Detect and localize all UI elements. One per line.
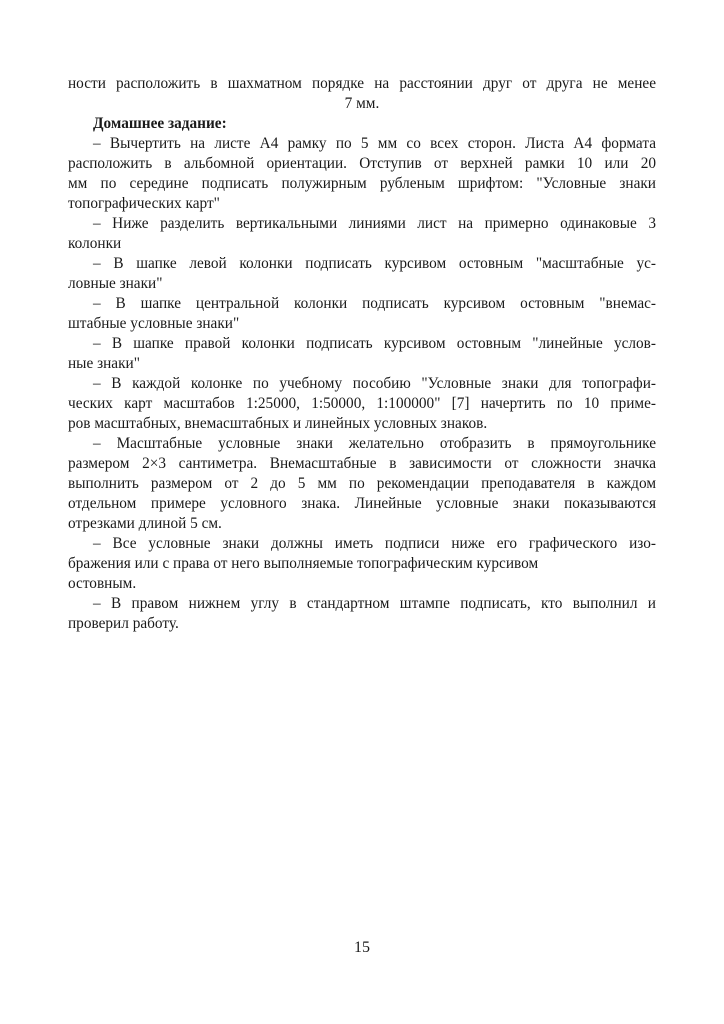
text-line: – В шапке правой колонки подписать курсивом остовным "линейные услов- xyxy=(93,335,656,352)
text-line: топографических карт" xyxy=(68,195,220,212)
text-line: ные знаки" xyxy=(68,355,140,372)
text-line: расположить в альбомной ориентации. Отступив от верхней рамки 10 или 20 xyxy=(68,155,656,172)
text-line: проверил работу. xyxy=(68,615,179,632)
text-line: ров масштабных, внемасштабных и линейных условных знаков. xyxy=(68,415,488,432)
text-line: – Ниже разделить вертикальными линиями лист на примерно одинаковые 3 xyxy=(93,215,656,232)
text-line: остовным. xyxy=(68,575,137,592)
text-line: отдельном примере условного знака. Линейные условные знаки показываются xyxy=(68,495,656,512)
text-line: – Все условные знаки должны иметь подписи ниже его графического изо- xyxy=(93,535,656,552)
text-line: мм по середине подписать полужирным рубленым шрифтом: "Условные знаки xyxy=(68,175,656,192)
text-line: ловные знаки" xyxy=(68,275,163,292)
document-body xyxy=(68,74,656,634)
text-line: бражения или с права от него выполняемые топографическим курсивом xyxy=(68,555,539,572)
text-line: штабные условные знаки" xyxy=(68,315,240,332)
text-line: – В правом нижнем углу в стандартном штампе подписать, кто выполнил и xyxy=(93,595,656,612)
text-line: – В шапке левой колонки подписать курсивом остовным "масштабные ус- xyxy=(93,255,656,272)
text-line: – Масштабные условные знаки желательно отобразить в прямоугольнике xyxy=(93,435,656,452)
text-line: размером 2×3 сантиметра. Внемасштабные в зависимости от сложности значка xyxy=(68,455,656,472)
text-line: отрезками длиной 5 см. xyxy=(68,515,222,532)
section-heading: Домашнее задание: xyxy=(93,115,227,132)
page-number: 15 xyxy=(354,939,370,956)
text-line: выполнить размером от 2 до 5 мм по рекомендации преподавателя в каждом xyxy=(68,475,656,492)
text-line: колонки xyxy=(68,235,122,252)
text-line: 7 мм. xyxy=(344,95,380,112)
text-line: ческих карт масштабов 1:25000, 1:50000, 1:100000" [7] начертить по 10 приме- xyxy=(68,395,656,412)
text-line: – В каждой колонке по учебному пособию "Условные знаки для топографи- xyxy=(93,375,656,392)
text-line: – Вычертить на листе А4 рамку по 5 мм со всех сторон. Листа А4 формата xyxy=(93,135,656,152)
text-line: – В шапке центральной колонки подписать курсивом остовным "внемас- xyxy=(93,295,656,312)
text-line: ности расположить в шахматном порядке на расстоянии друг от друга не менее xyxy=(68,75,656,92)
